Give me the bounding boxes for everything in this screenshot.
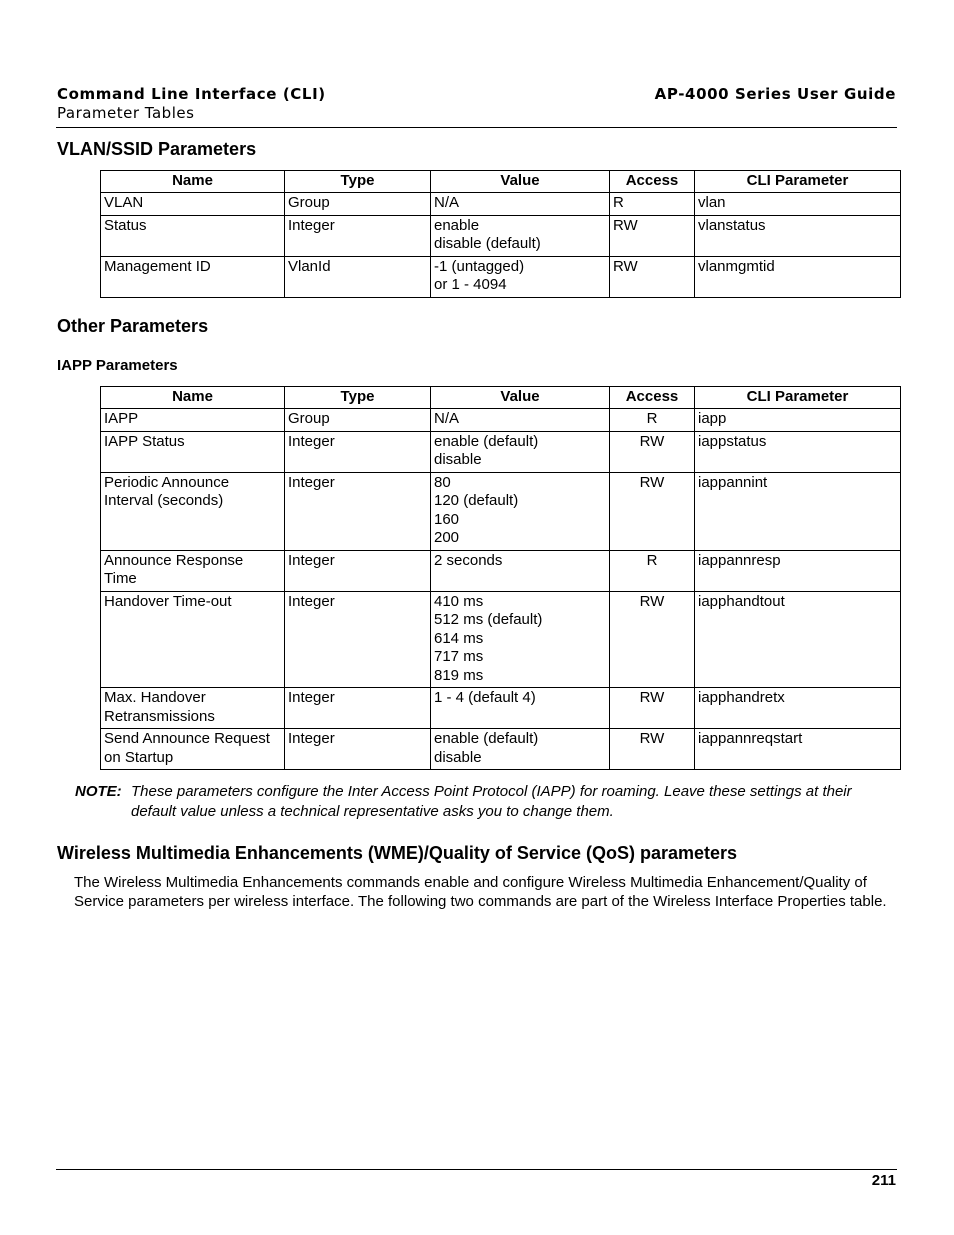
wme-section-heading: Wireless Multimedia Enhancements (WME)/Quality of Service (QoS) parameters [57, 843, 738, 863]
cell-access: RW [610, 591, 695, 688]
footer-rule [56, 1169, 897, 1170]
cell-access: R [610, 193, 695, 216]
running-header-guide-title: AP-4000 Series User Guide [654, 85, 896, 103]
cell-name: Announce Response Time [101, 550, 285, 591]
other-section-heading: Other Parameters [57, 316, 209, 336]
cell-access: RW [610, 472, 695, 550]
cell-type: Group [285, 409, 431, 432]
running-header-section: Parameter Tables [57, 104, 195, 122]
table-row [101, 472, 901, 550]
cell-value: 1 - 4 (default 4) [431, 688, 610, 729]
cell-cli-parameter: iappannreqstart [695, 729, 901, 770]
column-header-cli-parameter: CLI Parameter [695, 171, 901, 193]
cell-name: Periodic Announce Interval (seconds) [101, 472, 285, 550]
cell-name: Status [101, 215, 285, 256]
cell-type: Integer [285, 550, 431, 591]
cell-name: IAPP [101, 409, 285, 432]
cell-cli-parameter: vlanmgmtid [695, 256, 901, 297]
cell-cli-parameter: iappannresp [695, 550, 901, 591]
table-row [101, 729, 901, 770]
header-rule [56, 127, 897, 128]
table-row [101, 591, 901, 688]
column-header-cli-parameter: CLI Parameter [695, 387, 901, 409]
note-block [75, 782, 895, 821]
column-header-value: Value [431, 171, 610, 193]
table-row [101, 409, 901, 432]
cell-type: Integer [285, 472, 431, 550]
table-row [101, 215, 901, 256]
table-header-row [101, 171, 901, 193]
iapp-subsection-heading: IAPP Parameters [57, 357, 178, 374]
cell-type: Integer [285, 215, 431, 256]
cell-value: 80 120 (default) 160 200 [431, 472, 610, 550]
cell-value: 2 seconds [431, 550, 610, 591]
column-header-access: Access [610, 387, 695, 409]
cell-cli-parameter: iappannint [695, 472, 901, 550]
cell-type: Group [285, 193, 431, 216]
cell-type: Integer [285, 431, 431, 472]
cell-access: RW [610, 256, 695, 297]
cell-value: enable (default) disable [431, 431, 610, 472]
cell-value: 410 ms 512 ms (default) 614 ms 717 ms 819 ms [431, 591, 610, 688]
table-row [101, 550, 901, 591]
column-header-type: Type [285, 171, 431, 193]
cell-name: Handover Time-out [101, 591, 285, 688]
wme-intro-paragraph: The Wireless Multimedia Enhancements commands enable and configure Wireless Multimedia Enhancement/Quality of Service parameters per wireless interface. The following two commands are part of the Wireless Interface Properties table. [74, 874, 887, 910]
cell-cli-parameter: iapp [695, 409, 901, 432]
cell-cli-parameter: iapphandretx [695, 688, 901, 729]
cell-access: R [610, 409, 695, 432]
cell-access: RW [610, 688, 695, 729]
table-row [101, 193, 901, 216]
table-row [101, 431, 901, 472]
cell-name: IAPP Status [101, 431, 285, 472]
table-header-row [101, 387, 901, 409]
column-header-name: Name [101, 171, 285, 193]
cell-value: enable disable (default) [431, 215, 610, 256]
cell-access: RW [610, 215, 695, 256]
iapp-parameters-table [100, 386, 901, 770]
vlan-parameters-table [100, 170, 901, 298]
table-row [101, 688, 901, 729]
cell-access: RW [610, 729, 695, 770]
cell-name: VLAN [101, 193, 285, 216]
column-header-value: Value [431, 387, 610, 409]
cell-access: RW [610, 431, 695, 472]
cell-name: Management ID [101, 256, 285, 297]
running-header-chapter: Command Line Interface (CLI) [57, 85, 326, 103]
cell-cli-parameter: vlanstatus [695, 215, 901, 256]
cell-value: N/A [431, 193, 610, 216]
cell-name: Max. Handover Retransmissions [101, 688, 285, 729]
cell-type: Integer [285, 688, 431, 729]
cell-cli-parameter: vlan [695, 193, 901, 216]
cell-value: -1 (untagged) or 1 - 4094 [431, 256, 610, 297]
cell-type: Integer [285, 591, 431, 688]
cell-name: Send Announce Request on Startup [101, 729, 285, 770]
cell-access: R [610, 550, 695, 591]
vlan-section-heading: VLAN/SSID Parameters [57, 139, 257, 159]
column-header-name: Name [101, 387, 285, 409]
cell-type: Integer [285, 729, 431, 770]
cell-type: VlanId [285, 256, 431, 297]
column-header-type: Type [285, 387, 431, 409]
cell-cli-parameter: iapphandtout [695, 591, 901, 688]
cell-value: N/A [431, 409, 610, 432]
column-header-access: Access [610, 171, 695, 193]
page-number: 211 [871, 1172, 896, 1189]
note-label: NOTE: [75, 783, 122, 800]
cell-cli-parameter: iappstatus [695, 431, 901, 472]
note-text: These parameters configure the Inter Access Point Protocol (IAPP) for roaming. Leave these settings at their default value unless a technical representative asks you to change them. [131, 783, 852, 820]
cell-value: enable (default) disable [431, 729, 610, 770]
table-row [101, 256, 901, 297]
